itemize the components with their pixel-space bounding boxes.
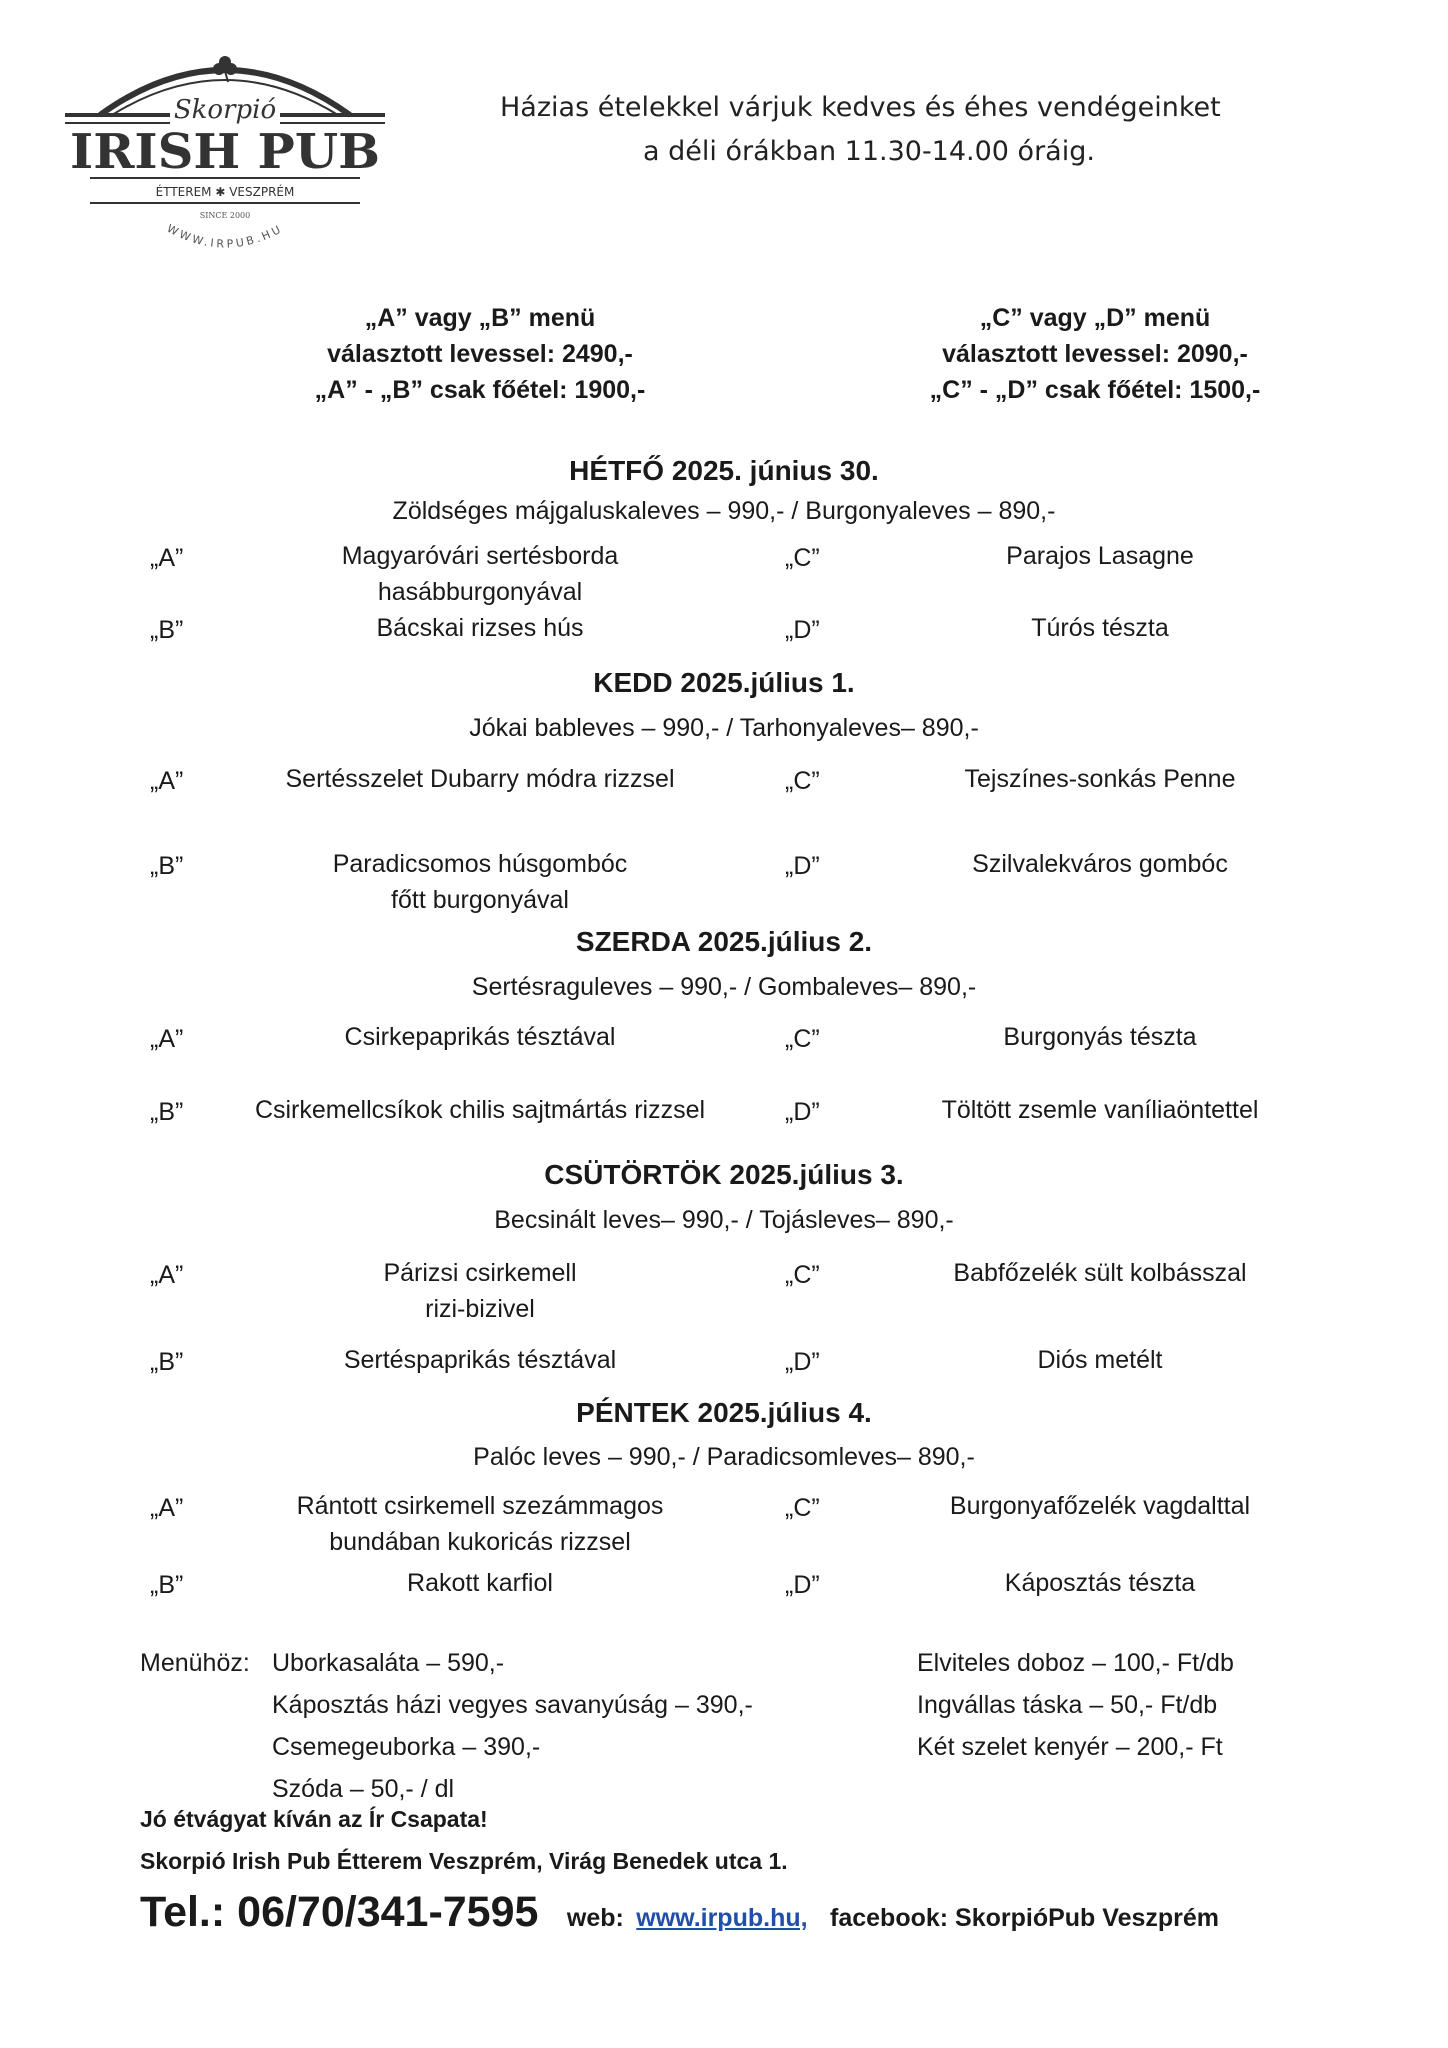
dish-b: [215, 1342, 745, 1378]
footer-address: Skorpió Irish Pub Étterem Veszprém, Virág Benedek utca 1.: [140, 1848, 788, 1874]
price-cd-line-2: választott levessel: 2090,-: [942, 340, 1248, 368]
dish-b-line-1: Sertéspaprikás tésztával: [343, 1346, 617, 1374]
dish-d-line-1: Töltött zsemle vaníliaöntettel: [941, 1096, 1259, 1124]
day-soups: Zöldséges májgaluskaleves – 990,- / Burgonyaleves – 890,-: [392, 497, 1056, 525]
price-box-ab: [300, 300, 660, 408]
svg-text:WWW.IRPUB.HU: [165, 222, 286, 251]
day-title: SZERDA 2025.július 2.: [575, 926, 873, 957]
dish-d-line-1: Szilvalekváros gombóc: [972, 850, 1228, 878]
price-cd-line-1: „C” vagy „D” menü: [979, 304, 1211, 332]
website-link[interactable]: www.irpub.hu,: [636, 1904, 808, 1932]
dish-b-line-2: főtt burgonyával: [391, 886, 569, 914]
phone-number[interactable]: Tel.: 06/70/341-7595: [140, 1888, 539, 1936]
dish-c-line-1: Burgonyafőzelék vagdalttal: [949, 1492, 1251, 1520]
dish-a: [215, 1488, 745, 1560]
dish-c: [850, 1488, 1350, 1524]
extra-right-item: Két szelet kenyér – 200,- Ft: [917, 1733, 1223, 1761]
menu-row-a: [0, 765, 1448, 795]
extras-label: Menühöz:: [140, 1649, 250, 1677]
logo-script: Skorpió: [173, 95, 277, 125]
dish-b-line-1: Csirkemellcsíkok chilis sajtmártás rizzsel: [254, 1096, 706, 1124]
dish-d-line-1: Diós metélt: [1037, 1346, 1163, 1374]
dish-b: [215, 1092, 745, 1128]
dish-a: [215, 1019, 745, 1055]
dish-a-line-1: Magyaróvári sertésborda: [341, 542, 619, 570]
menu-tag-a: „A”: [150, 1025, 184, 1053]
menu-row-a: [0, 1492, 1448, 1556]
menu-tag-d: „D”: [785, 616, 820, 644]
logo-sub: ÉTTEREM ✱ VESZPRÉM: [155, 185, 295, 199]
dish-c: [850, 538, 1350, 574]
dish-a-line-1: Párizsi csirkemell: [383, 1259, 577, 1287]
dish-c-line-1: Burgonyás tészta: [1003, 1023, 1197, 1051]
tagline-line-1: Házias ételekkel várjuk kedves és éhes vendégeinket: [500, 92, 1221, 123]
facebook-text: facebook: SkorpióPub Veszprém: [830, 1904, 1220, 1932]
dish-a-line-1: Sertésszelet Dubarry módra rizzsel: [285, 765, 675, 793]
dish-d: [850, 1092, 1350, 1128]
menu-tag-c: „C”: [785, 544, 820, 572]
menu-tag-c: „C”: [785, 1494, 820, 1522]
dish-b-line-1: Bácskai rizses hús: [376, 614, 584, 642]
dish-c-line-1: Parajos Lasagne: [1006, 542, 1194, 570]
logo-since: SINCE 2000: [199, 211, 251, 220]
extra-item: Káposztás házi vegyes savanyúság – 390,-: [272, 1691, 753, 1719]
dish-d: [850, 1565, 1350, 1601]
dish-d-line-1: Túrós tészta: [1031, 614, 1169, 642]
menu-tag-b: „B”: [150, 852, 184, 880]
menu-tag-c: „C”: [785, 1261, 820, 1289]
extra-item: Uborkasaláta – 590,-: [272, 1649, 505, 1677]
menu-row-b: [0, 1569, 1448, 1599]
dish-a: [215, 1255, 745, 1327]
menu-row-a: [0, 542, 1448, 606]
irish-pub-logo: [60, 40, 390, 265]
menu-tag-b: „B”: [150, 1098, 184, 1126]
dish-b: [215, 1565, 745, 1601]
extra-item: Szóda – 50,- / dl: [272, 1775, 455, 1803]
extra-right-item: Elviteles doboz – 100,- Ft/db: [917, 1649, 1234, 1677]
menu-tag-c: „C”: [785, 1025, 820, 1053]
menu-row-b: [0, 1346, 1448, 1376]
dish-a-line-2: hasábburgonyával: [377, 578, 583, 606]
extra-item: Csemegeuborka – 390,-: [272, 1733, 541, 1761]
logo-main: IRISH PUB: [70, 124, 380, 180]
dish-d-line-1: Káposztás tészta: [1004, 1569, 1196, 1597]
dish-c: [850, 1255, 1350, 1291]
dish-d: [850, 610, 1350, 646]
dish-c-line-1: Tejszínes-sonkás Penne: [964, 765, 1236, 793]
dish-b: [215, 846, 745, 918]
price-ab-line-1: „A” vagy „B” menü: [364, 304, 596, 332]
day-title: CSÜTÖRTÖK 2025.július 3.: [544, 1159, 904, 1190]
extras-right-list: [917, 1642, 1234, 1768]
dish-a-line-1: Csirkepaprikás tésztával: [344, 1023, 616, 1051]
extra-right-item: Ingvállas táska – 50,- Ft/db: [917, 1691, 1218, 1719]
menu-tag-d: „D”: [785, 1348, 820, 1376]
menu-tag-a: „A”: [150, 544, 184, 572]
menu-row-a: [0, 1259, 1448, 1323]
logo-web-arc: WWW.IRPUB.HU: [164, 221, 286, 251]
menu-tag-d: „D”: [785, 1098, 820, 1126]
price-box-cd: [910, 300, 1280, 408]
day-soups: Palóc leves – 990,- / Paradicsomleves– 890,-: [473, 1443, 975, 1471]
menu-row-b: [0, 850, 1448, 914]
dish-d: [850, 1342, 1350, 1378]
shamrock-icon: [213, 56, 237, 82]
dish-a-line-2: rizi-bizivel: [425, 1295, 535, 1323]
day-title: HÉTFŐ 2025. június 30.: [569, 455, 879, 486]
menu-tag-c: „C”: [785, 767, 820, 795]
day-soups: Becsinált leves– 990,- / Tojásleves– 890,-: [494, 1206, 954, 1234]
menu-tag-a: „A”: [150, 767, 184, 795]
day-soups: Jókai bableves – 990,- / Tarhonyaleves– 890,-: [469, 714, 979, 742]
price-ab-line-3: „A” - „B” csak főétel: 1900,-: [314, 376, 646, 404]
menu-row-b: [0, 1096, 1448, 1126]
menu-tag-b: „B”: [150, 616, 184, 644]
menu-tag-d: „D”: [785, 1571, 820, 1599]
price-cd-line-3: „C” - „D” csak főétel: 1500,-: [929, 376, 1261, 404]
day-title: PÉNTEK 2025.július 4.: [576, 1397, 872, 1428]
footer-wish: Jó étvágyat kíván az Ír Csapata!: [140, 1806, 488, 1832]
menu-tag-b: „B”: [150, 1571, 184, 1599]
extras-list: [272, 1642, 753, 1810]
menu-row-b: [0, 614, 1448, 644]
tagline-line-2: a déli órákban 11.30-14.00 óráig.: [643, 136, 1095, 167]
footer-contact: [140, 1888, 1219, 1937]
menu-tag-b: „B”: [150, 1348, 184, 1376]
dish-a-line-2: bundában kukoricás rizzsel: [329, 1528, 631, 1556]
dish-b: [215, 610, 745, 646]
dish-d: [850, 846, 1350, 882]
price-ab-line-2: választott levessel: 2490,-: [327, 340, 633, 368]
dish-b-line-1: Paradicsomos húsgombóc: [332, 850, 628, 878]
dish-b-line-1: Rakott karfiol: [407, 1569, 553, 1597]
web-label: web:: [566, 1904, 624, 1932]
day-soups: Sertésraguleves – 990,- / Gombaleves– 890,-: [471, 973, 977, 1001]
day-title: KEDD 2025.július 1.: [593, 667, 855, 698]
dish-c: [850, 761, 1350, 797]
logo-graphic: [60, 40, 390, 265]
menu-tag-a: „A”: [150, 1261, 184, 1289]
menu-row-a: [0, 1023, 1448, 1053]
dish-c-line-1: Babfőzelék sült kolbásszal: [953, 1259, 1247, 1287]
dish-a-line-1: Rántott csirkemell szezámmagos: [296, 1492, 664, 1520]
menu-tag-a: „A”: [150, 1494, 184, 1522]
dish-c: [850, 1019, 1350, 1055]
menu-tag-d: „D”: [785, 852, 820, 880]
dish-a: [215, 761, 745, 797]
dish-a: [215, 538, 745, 610]
